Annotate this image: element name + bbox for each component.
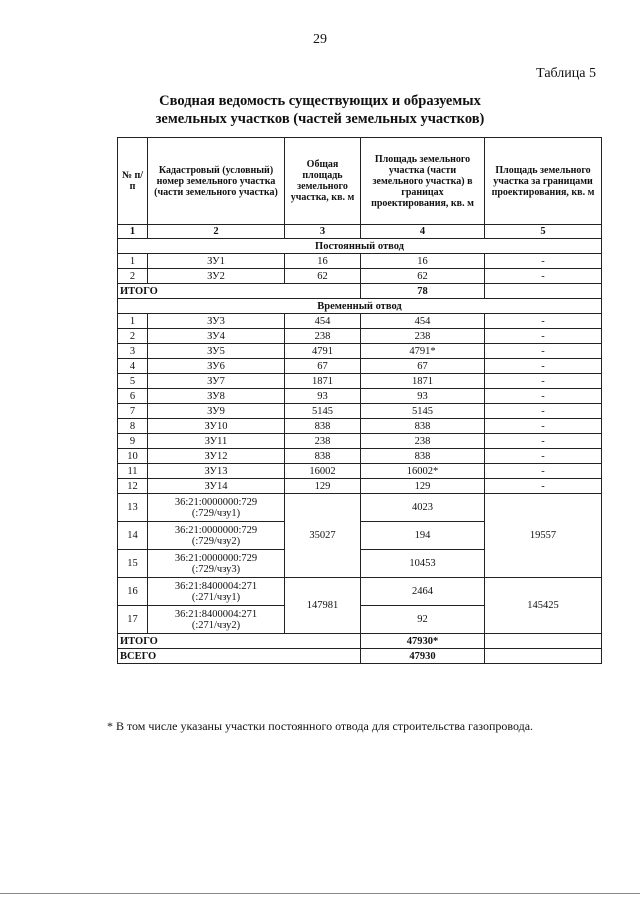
- table-row: [118, 359, 602, 374]
- cadastral-line-1: 36:21:8400004:271: [174, 608, 258, 620]
- total-label: ИТОГО: [118, 634, 361, 649]
- column-number-row: [118, 225, 602, 239]
- header-area-inside: Площадь земельного участка (части земельного участка) в границах проектирования, кв. м: [361, 138, 485, 225]
- grand-total-label: ВСЕГО: [118, 649, 361, 664]
- area-inside: 4023: [361, 494, 485, 522]
- total-area: 62: [285, 269, 361, 284]
- table-row: [118, 329, 602, 344]
- cadastral-number: [148, 550, 285, 578]
- area-inside: 67: [361, 359, 485, 374]
- header-number: № п/п: [118, 138, 148, 225]
- area-inside: 838: [361, 419, 485, 434]
- total-area: 5145: [285, 404, 361, 419]
- empty-cell: [485, 634, 602, 649]
- total-area: 838: [285, 419, 361, 434]
- grand-total-row: [118, 649, 602, 664]
- cadastral-number: ЗУ8: [148, 389, 285, 404]
- area-inside: 1871: [361, 374, 485, 389]
- row-number: 13: [118, 494, 148, 522]
- row-number: 17: [118, 606, 148, 634]
- table-row: [118, 494, 602, 522]
- area-inside: 129: [361, 479, 485, 494]
- cadastral-number: ЗУ1: [148, 254, 285, 269]
- cadastral-line-1: 36:21:0000000:729: [174, 552, 258, 564]
- row-number: 11: [118, 464, 148, 479]
- cadastral-line-1: 36:21:8400004:271: [174, 580, 258, 592]
- grand-total-value: 47930: [361, 649, 485, 664]
- cadastral-number: [148, 522, 285, 550]
- cadastral-number: ЗУ5: [148, 344, 285, 359]
- cadastral-line-2: (:271/чзу2): [191, 619, 241, 631]
- total-value: 78: [361, 284, 485, 299]
- cadastral-number: ЗУ10: [148, 419, 285, 434]
- bottom-divider: [0, 893, 640, 894]
- section-row-permanent: [118, 239, 602, 254]
- cadastral-line-1: 36:21:0000000:729: [174, 496, 258, 508]
- area-outside: -: [485, 269, 602, 284]
- row-number: 2: [118, 269, 148, 284]
- temporary-rows: [118, 314, 602, 494]
- total-area: 1871: [285, 374, 361, 389]
- total-area: 93: [285, 389, 361, 404]
- table-row: [118, 314, 602, 329]
- summary-table: [117, 137, 602, 664]
- area-outside: -: [485, 329, 602, 344]
- cadastral-line-1: 36:21:0000000:729: [174, 524, 258, 536]
- area-inside: 16002*: [361, 464, 485, 479]
- cadastral-number: [148, 494, 285, 522]
- column-number: 1: [118, 225, 148, 239]
- area-inside: 10453: [361, 550, 485, 578]
- cadastral-number: ЗУ14: [148, 479, 285, 494]
- table-row: [118, 374, 602, 389]
- column-number: 2: [148, 225, 285, 239]
- area-outside: -: [485, 449, 602, 464]
- area-outside: -: [485, 344, 602, 359]
- area-outside: -: [485, 434, 602, 449]
- row-number: 10: [118, 449, 148, 464]
- area-outside: -: [485, 479, 602, 494]
- empty-cell: [485, 649, 602, 664]
- row-number: 1: [118, 254, 148, 269]
- total-area: 4791: [285, 344, 361, 359]
- area-inside: 838: [361, 449, 485, 464]
- area-outside: -: [485, 419, 602, 434]
- table-row: [118, 578, 602, 606]
- area-inside: 4791*: [361, 344, 485, 359]
- area-outside: -: [485, 359, 602, 374]
- cadastral-line-2: (:271/чзу1): [191, 591, 241, 603]
- row-number: 2: [118, 329, 148, 344]
- cadastral-number: [148, 606, 285, 634]
- row-number: 7: [118, 404, 148, 419]
- table-row: [118, 419, 602, 434]
- table-row: [118, 344, 602, 359]
- area-inside: 238: [361, 329, 485, 344]
- area-inside: 5145: [361, 404, 485, 419]
- header-cadastral: Кадастровый (условный) номер земельного участка (части земельного участка): [148, 138, 285, 225]
- area-outside: -: [485, 254, 602, 269]
- cadastral-number: ЗУ7: [148, 374, 285, 389]
- footnote: * В том числе указаны участки постоянного отвода для строительства газопровода.: [106, 719, 534, 733]
- total-area: 838: [285, 449, 361, 464]
- row-number: 9: [118, 434, 148, 449]
- row-number: 14: [118, 522, 148, 550]
- row-number: 3: [118, 344, 148, 359]
- total-area: 454: [285, 314, 361, 329]
- area-inside: 2464: [361, 578, 485, 606]
- page-number: 29: [313, 32, 327, 47]
- cadastral-number: ЗУ2: [148, 269, 285, 284]
- cadastral-line-2: (:729/чзу1): [191, 507, 241, 519]
- table-row: [118, 389, 602, 404]
- area-outside: -: [485, 314, 602, 329]
- cadastral-number: ЗУ11: [148, 434, 285, 449]
- grouped-rows: [118, 494, 602, 664]
- area-inside: 92: [361, 606, 485, 634]
- table-row: [118, 464, 602, 479]
- table-row: [118, 479, 602, 494]
- cadastral-number: ЗУ6: [148, 359, 285, 374]
- table-row: [118, 404, 602, 419]
- total-area: 16002: [285, 464, 361, 479]
- row-number: 15: [118, 550, 148, 578]
- total-row-temporary: [118, 634, 602, 649]
- total-area: 16: [285, 254, 361, 269]
- area-outside: -: [485, 389, 602, 404]
- table-row: [118, 434, 602, 449]
- row-number: 5: [118, 374, 148, 389]
- area-inside: 194: [361, 522, 485, 550]
- total-area: 238: [285, 434, 361, 449]
- cadastral-number: ЗУ9: [148, 404, 285, 419]
- table-body: [118, 225, 602, 314]
- area-outside: -: [485, 374, 602, 389]
- cadastral-number: ЗУ13: [148, 464, 285, 479]
- area-inside: 238: [361, 434, 485, 449]
- row-number: 16: [118, 578, 148, 606]
- table-row: [118, 254, 602, 269]
- total-area: 67: [285, 359, 361, 374]
- cadastral-line-2: (:729/чзу2): [191, 535, 241, 547]
- area-inside: 93: [361, 389, 485, 404]
- cadastral-line-2: (:729/чзу3): [191, 563, 241, 575]
- row-number: 4: [118, 359, 148, 374]
- total-value: 47930*: [361, 634, 485, 649]
- column-number: 5: [485, 225, 602, 239]
- row-number: 12: [118, 479, 148, 494]
- cadastral-number: [148, 578, 285, 606]
- table-row: [118, 449, 602, 464]
- header-row: [118, 138, 602, 225]
- area-inside: 16: [361, 254, 485, 269]
- total-row-permanent: [118, 284, 602, 299]
- row-number: 6: [118, 389, 148, 404]
- total-label: ИТОГО: [118, 284, 361, 299]
- empty-cell: [485, 284, 602, 299]
- cadastral-number: ЗУ4: [148, 329, 285, 344]
- table-label: Таблица 5: [536, 66, 596, 81]
- section-row-temporary: [118, 299, 602, 314]
- row-number: 8: [118, 419, 148, 434]
- total-area: 35027: [285, 494, 361, 578]
- area-outside: -: [485, 464, 602, 479]
- title-line-1: Сводная ведомость существующих и образуемых: [159, 93, 481, 109]
- total-area: 238: [285, 329, 361, 344]
- row-number: 1: [118, 314, 148, 329]
- cadastral-number: ЗУ3: [148, 314, 285, 329]
- area-inside: 454: [361, 314, 485, 329]
- header-total-area: Общая площадь земельного участка, кв. м: [285, 138, 361, 225]
- area-outside: -: [485, 404, 602, 419]
- document-title: [0, 92, 640, 128]
- summary-table-wrapper: [117, 137, 601, 664]
- cadastral-number: ЗУ12: [148, 449, 285, 464]
- section-title: Временный отвод: [118, 299, 602, 314]
- title-line-2: земельных участков (частей земельных участков): [155, 111, 485, 127]
- column-number: 4: [361, 225, 485, 239]
- table-row: [118, 269, 602, 284]
- header-area-outside: Площадь земельного участка за границами проектирования, кв. м: [485, 138, 602, 225]
- total-area: 129: [285, 479, 361, 494]
- area-outside: 145425: [485, 578, 602, 634]
- column-number: 3: [285, 225, 361, 239]
- area-inside: 62: [361, 269, 485, 284]
- total-area: 147981: [285, 578, 361, 634]
- area-outside: 19557: [485, 494, 602, 578]
- section-title: Постоянный отвод: [118, 239, 602, 254]
